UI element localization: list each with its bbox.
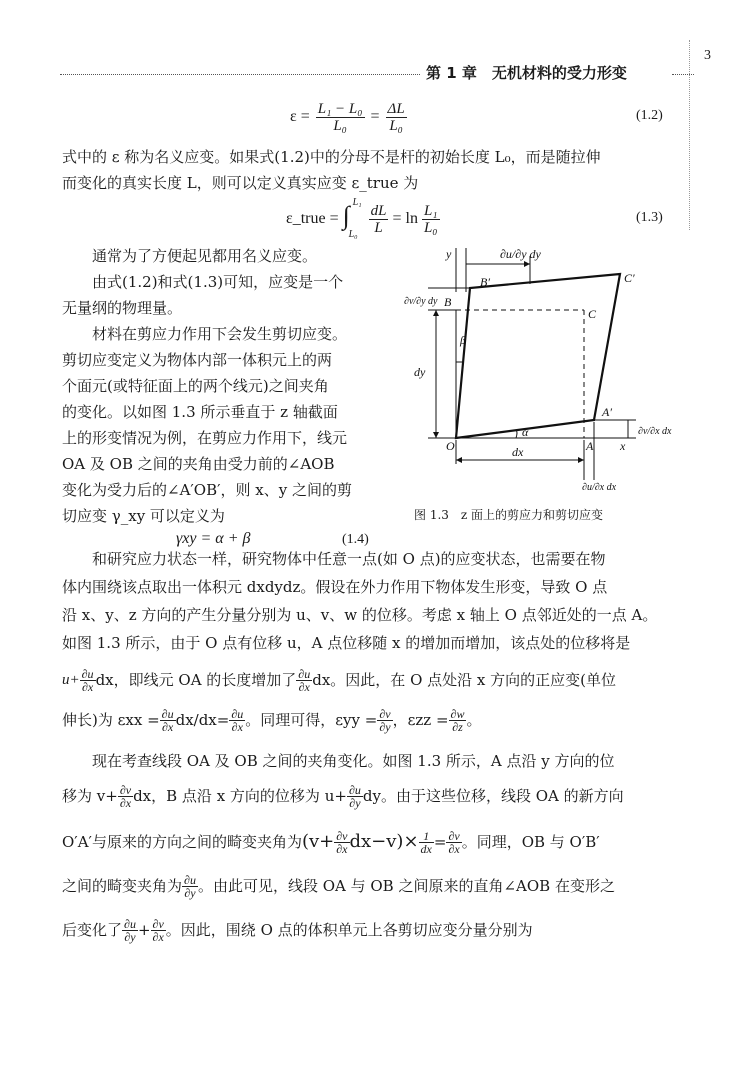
num: ∂u xyxy=(81,666,94,681)
num: ∂v xyxy=(119,782,132,797)
label-b-prime: B′ xyxy=(480,275,490,289)
p2l5c: dx。因此，在 O 点处沿 x 方向的正应变(单位 xyxy=(312,671,616,689)
p2l5b: dx，即线元 OA 的长度增加了 xyxy=(95,671,297,689)
p2l6c: 。同理可得，εyy = xyxy=(245,711,378,729)
frac-du-dx-4 xyxy=(229,708,245,733)
den: ∂x xyxy=(336,841,348,856)
p3l5b: + xyxy=(137,921,151,939)
para3-line5 xyxy=(62,910,533,950)
para2-line1: 和研究应力状态一样，研究物体中任意一点(如 O 点)的应变状态，也需要在物 xyxy=(92,550,606,568)
num: ∂u xyxy=(231,706,244,721)
num: ∂u xyxy=(161,706,174,721)
label-x: x xyxy=(620,439,626,453)
left-line-1: 通常为了方便起见都用名义应变。 xyxy=(92,247,318,265)
para2-line3: 沿 x、y、z 方向的产生分量分别为 u、v、w 的位移。考虑 x 轴上 O 点邻近处的一点 A。 xyxy=(62,606,658,624)
margin-rule xyxy=(689,40,690,230)
den: ∂y xyxy=(124,929,136,944)
eq12-frac2-den: L₀ xyxy=(389,117,403,134)
left-line-6: 个面元(或特征面上的两个线元)之间夹角 xyxy=(62,377,329,395)
left-column xyxy=(62,243,392,529)
num: ∂u xyxy=(124,916,136,931)
den: ∂x xyxy=(152,929,164,944)
chapter-title: 第 1 章 无机材料的受力形变 xyxy=(426,64,627,82)
arrowhead-4 xyxy=(456,457,462,463)
den: ∂z xyxy=(452,719,463,734)
integral-upper: L₁ xyxy=(352,197,362,208)
num: ∂w xyxy=(450,706,465,721)
para2-line4: 如图 1.3 所示，由于 O 点有位移 u，A 点位移随 x 的增加而增加，该点处的位移将是 xyxy=(62,634,631,652)
p2l6a: 伸长)为 εxx = xyxy=(62,711,160,729)
p3l3c: dx−v)× xyxy=(349,831,419,852)
frac-du-dy-1 xyxy=(347,784,363,809)
left-line-3: 无量纲的物理量。 xyxy=(62,299,183,317)
left-line-5: 剪切应变定义为物体内部一体积元上的两 xyxy=(62,351,333,369)
p3l3e: 。同理，OB 与 O′B′ xyxy=(461,833,600,851)
label-dy: dy xyxy=(414,365,426,379)
frac-dv-dx-2 xyxy=(334,830,349,855)
frac-du-dx-1 xyxy=(80,668,96,693)
left-line-11: 切应变 γ_xy 可以定义为 xyxy=(62,507,225,525)
p2l5a: u+ xyxy=(62,672,80,688)
label-du-dx: ∂u/∂x dx xyxy=(582,482,617,493)
label-o: O xyxy=(446,439,455,453)
para3-line4 xyxy=(62,866,615,906)
label-du-dy: ∂u/∂y dy xyxy=(500,247,541,261)
p2l6b: dx/dx= xyxy=(175,711,230,729)
para3-line3 xyxy=(62,822,600,862)
frac-dv-dy-1 xyxy=(377,708,392,733)
para3-line2 xyxy=(62,776,624,816)
para1-line1: 式中的 ε 称为名义应变。如果式(1.2)中的分母不是杆的初始长度 L₀，而是随拉伸 xyxy=(62,148,601,166)
label-dv-dx: ∂v/∂x dx xyxy=(638,426,672,437)
label-dv-dy: ∂v/∂y dy xyxy=(404,296,438,307)
p2l6d: ，εzz = xyxy=(392,711,449,729)
eq12-frac1-den: L₀ xyxy=(333,117,347,134)
frac-du-dx-2 xyxy=(296,668,312,693)
label-a-prime: A′ xyxy=(602,405,612,419)
integral-sign: ∫ xyxy=(342,201,350,230)
den: ∂y xyxy=(349,795,361,810)
eq13-integral xyxy=(343,199,365,239)
eq12-eq: = xyxy=(370,108,380,125)
left-line-4: 材料在剪应力作用下会发生剪切应变。 xyxy=(92,325,348,343)
eq12-frac1-num: L₁ − L₀ xyxy=(317,100,363,117)
num: 1 xyxy=(419,830,434,843)
num: ∂v xyxy=(152,916,164,931)
den: ∂x xyxy=(119,795,132,810)
p2l6e: 。 xyxy=(466,711,482,729)
frac-du-dx-3 xyxy=(160,708,176,733)
label-a: A xyxy=(586,439,594,453)
eq12-lhs: ε = xyxy=(290,108,310,125)
p3l2c: dy。由于这些位移，线段 OA 的新方向 xyxy=(362,787,624,805)
p3l5c: 。因此，围绕 O 点的体积单元上各剪切应变分量分别为 xyxy=(165,921,533,939)
arrowhead-3 xyxy=(433,432,439,438)
integral-lower: L₀ xyxy=(348,229,358,240)
p3l4a: 之间的畸变夹角为 xyxy=(62,877,183,895)
eq13-lhs: ε_true = xyxy=(286,210,339,227)
label-b: B xyxy=(444,295,452,309)
frac-dv-dx-4 xyxy=(151,918,166,943)
den: ∂y xyxy=(379,719,391,734)
eq13-frac2-den: L₀ xyxy=(423,219,438,236)
den: ∂x xyxy=(81,679,94,694)
label-c-prime: C′ xyxy=(624,271,635,285)
eq13-frac2-num: L₁ xyxy=(423,202,438,219)
frac-du-dy-2 xyxy=(182,874,198,899)
num: ∂v xyxy=(379,706,391,721)
equation-1-2 xyxy=(290,97,407,137)
left-line-10: 变化为受力后的∠A′OB′，则 x、y 之间的剪 xyxy=(62,481,353,499)
frac-dw-dz xyxy=(449,708,467,733)
label-y: y xyxy=(446,247,452,261)
eq13-mid: = ln xyxy=(392,210,418,227)
p3l3b: (v+ xyxy=(301,831,335,852)
para2-line5 xyxy=(62,660,616,700)
num: ∂u xyxy=(348,782,361,797)
eq13-frac2 xyxy=(422,203,440,236)
eq13-frac1-num: dL xyxy=(370,202,387,219)
frac-dv-dx-1 xyxy=(118,784,133,809)
page-number: 3 xyxy=(704,48,711,63)
eq13-number: (1.3) xyxy=(636,210,663,225)
left-line-9: OA 及 OB 之间的夹角由受力前的∠AOB xyxy=(62,455,335,473)
left-line-7: 的变化。以如图 1.3 所示垂直于 z 轴截面 xyxy=(62,403,338,421)
frac-du-dy-3 xyxy=(122,918,138,943)
para2-line6 xyxy=(62,700,481,740)
frac-dv-dx-3 xyxy=(446,830,461,855)
equation-1-4: γxy = α + β xyxy=(176,530,251,547)
para3-line1: 现在考查线段 OA 及 OB 之间的夹角变化。如图 1.3 所示，A 点沿 y 方向的位 xyxy=(92,752,615,770)
eq14-number: (1.4) xyxy=(342,532,369,547)
figure-caption: 图 1.3 z 面上的剪应力和剪切应变 xyxy=(414,508,604,522)
eq12-number: (1.2) xyxy=(636,108,663,123)
para1-line2: 而变化的真实长度 L，则可以定义真实应变 ε_true 为 xyxy=(62,174,419,192)
p3l2a: 移为 v+ xyxy=(62,787,118,805)
p3l4b: 。由此可见，线段 OA 与 OB 之间原来的直角∠AOB 在变形之 xyxy=(197,877,615,895)
para2-line2: 体内围绕该点取出一体积元 dxdydz。假设在外力作用下物体发生形变，导致 O 点 xyxy=(62,578,608,596)
label-alpha: α xyxy=(522,425,529,439)
eq13-frac1 xyxy=(369,203,389,236)
arrowhead-5 xyxy=(578,457,584,463)
den: dx xyxy=(420,841,432,856)
label-dx: dx xyxy=(512,445,524,459)
den: ∂x xyxy=(161,719,174,734)
arrowhead-1 xyxy=(524,261,530,267)
den: ∂y xyxy=(184,885,196,900)
num: ∂v xyxy=(336,828,348,843)
arrowhead-2 xyxy=(433,310,439,316)
left-line-8: 上的形变情况为例，在剪应力作用下，线元 xyxy=(62,429,348,447)
eq12-frac2-num: ΔL xyxy=(387,100,405,117)
p3l2b: dx，B 点沿 x 方向的位移为 u+ xyxy=(133,787,347,805)
frac-1-dx xyxy=(419,830,434,855)
label-beta: β xyxy=(460,333,466,347)
figure-1-3 xyxy=(398,244,688,494)
p3l3d: = xyxy=(433,833,447,851)
left-line-2: 由式(1.2)和式(1.3)可知，应变是一个 xyxy=(92,273,344,291)
deformed-shape xyxy=(456,274,620,438)
eq13-frac1-den: L xyxy=(374,219,383,236)
p3l3a: O′A′与原来的方向之间的畸变夹角为 xyxy=(62,833,302,851)
den: ∂x xyxy=(298,679,310,694)
p3l5a: 后变化了 xyxy=(62,921,123,939)
num: ∂v xyxy=(448,828,460,843)
den: ∂x xyxy=(231,719,243,734)
eq12-frac2 xyxy=(386,101,407,134)
header-rule-right xyxy=(672,74,694,75)
num: ∂u xyxy=(298,666,311,681)
num: ∂u xyxy=(184,872,196,887)
label-c: C xyxy=(588,307,597,321)
equation-1-3 xyxy=(286,197,440,241)
eq12-frac1 xyxy=(316,101,365,134)
header-rule-left xyxy=(60,74,420,75)
den: ∂x xyxy=(448,841,460,856)
